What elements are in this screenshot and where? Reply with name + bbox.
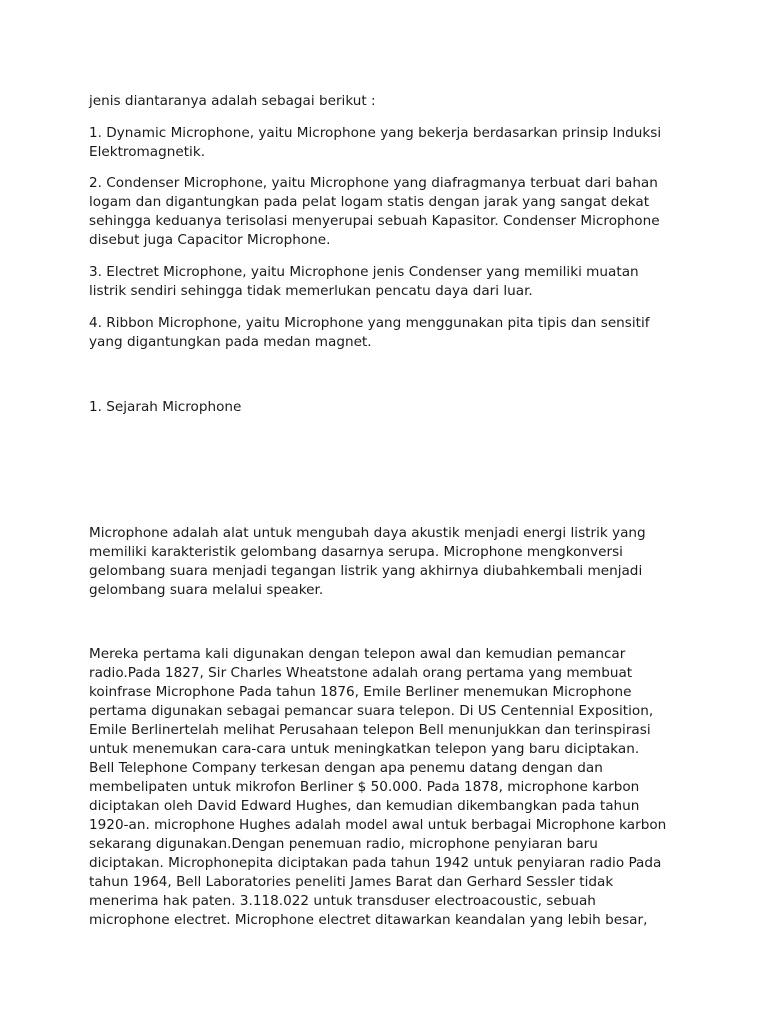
paragraph-line: sekarang digunakan.Dengan penemuan radio, microphone penyiaran baru	[89, 836, 598, 852]
paragraph-line: gelombang suara menjadi tegangan listrik yang akhirnya diubahkembali menjadi	[89, 563, 643, 579]
list-line: 3. Electret Microphone, yaitu Microphone jenis Condenser yang memiliki muatan	[89, 264, 639, 280]
list-line: Elektromagnetik.	[89, 144, 206, 160]
paragraph-line: Emile Berlinertelah melihat Perusahaan telepon Bell menunjukkan dan terinspirasi	[89, 722, 651, 738]
list-line: 4. Ribbon Microphone, yaitu Microphone yang menggunakan pita tipis dan sensitif	[89, 315, 650, 331]
paragraph-line: menerima hak paten. 3.118.022 untuk transduser electroacoustic, sebuah	[89, 893, 596, 909]
list-line: disebut juga Capacitor Microphone.	[89, 232, 331, 248]
paragraph-line: Bell Telephone Company terkesan dengan apa penemu datang dengan dan	[89, 760, 603, 776]
list-line: 2. Condenser Microphone, yaitu Microphone yang diafragmanya terbuat dari bahan	[89, 175, 658, 191]
paragraph-line: untuk menemukan cara-cara untuk meningkatkan telepon yang baru diciptakan.	[89, 741, 640, 757]
list-line: yang digantungkan pada medan magnet.	[89, 334, 372, 350]
list-line: sehingga keduanya terisolasi menyerupai sebuah Kapasitor. Condenser Microphone	[89, 213, 660, 229]
paragraph-line: memiliki karakteristik gelombang dasarnya serupa. Microphone mengkonversi	[89, 544, 623, 560]
paragraph-line: Mereka pertama kali digunakan dengan telepon awal dan kemudian pemancar	[89, 646, 626, 662]
paragraph-line: pertama digunakan sebagai pemancar suara telepon. Di US Centennial Exposition,	[89, 703, 654, 719]
paragraph-line: tahun 1964, Bell Laboratories peneliti James Barat dan Gerhard Sessler tidak	[89, 874, 614, 890]
section-heading: 1. Sejarah Microphone	[89, 399, 242, 415]
paragraph-line: 1920-an. microphone Hughes adalah model awal untuk berbagai Microphone karbon	[89, 817, 667, 833]
list-line: listrik sendiri sehingga tidak memerlukan pencatu daya dari luar.	[89, 283, 533, 299]
paragraph-line: diciptakan. Microphonepita diciptakan pada tahun 1942 untuk penyiaran radio Pada	[89, 855, 662, 871]
paragraph-line: koinfrase Microphone Pada tahun 1876, Emile Berliner menemukan Microphone	[89, 684, 632, 700]
paragraph-line: Microphone adalah alat untuk mengubah daya akustik menjadi energi listrik yang	[89, 525, 646, 541]
list-line: logam dan digantungkan pada pelat logam statis dengan jarak yang sangat dekat	[89, 194, 650, 210]
paragraph-line: microphone electret. Microphone electret ditawarkan keandalan yang lebih besar,	[89, 912, 648, 928]
paragraph-line: membelipaten untuk mikrofon Berliner $ 50.000. Pada 1878, microphone karbon	[89, 779, 640, 795]
paragraph-line: diciptakan oleh David Edward Hughes, dan kemudian dikembangkan pada tahun	[89, 798, 640, 814]
paragraph-line: radio.Pada 1827, Sir Charles Wheatstone adalah orang pertama yang membuat	[89, 665, 633, 681]
intro-text: jenis diantaranya adalah sebagai berikut :	[89, 93, 376, 109]
paragraph-line: gelombang suara melalui speaker.	[89, 582, 324, 598]
list-line: 1. Dynamic Microphone, yaitu Microphone yang bekerja berdasarkan prinsip Induksi	[89, 125, 662, 141]
